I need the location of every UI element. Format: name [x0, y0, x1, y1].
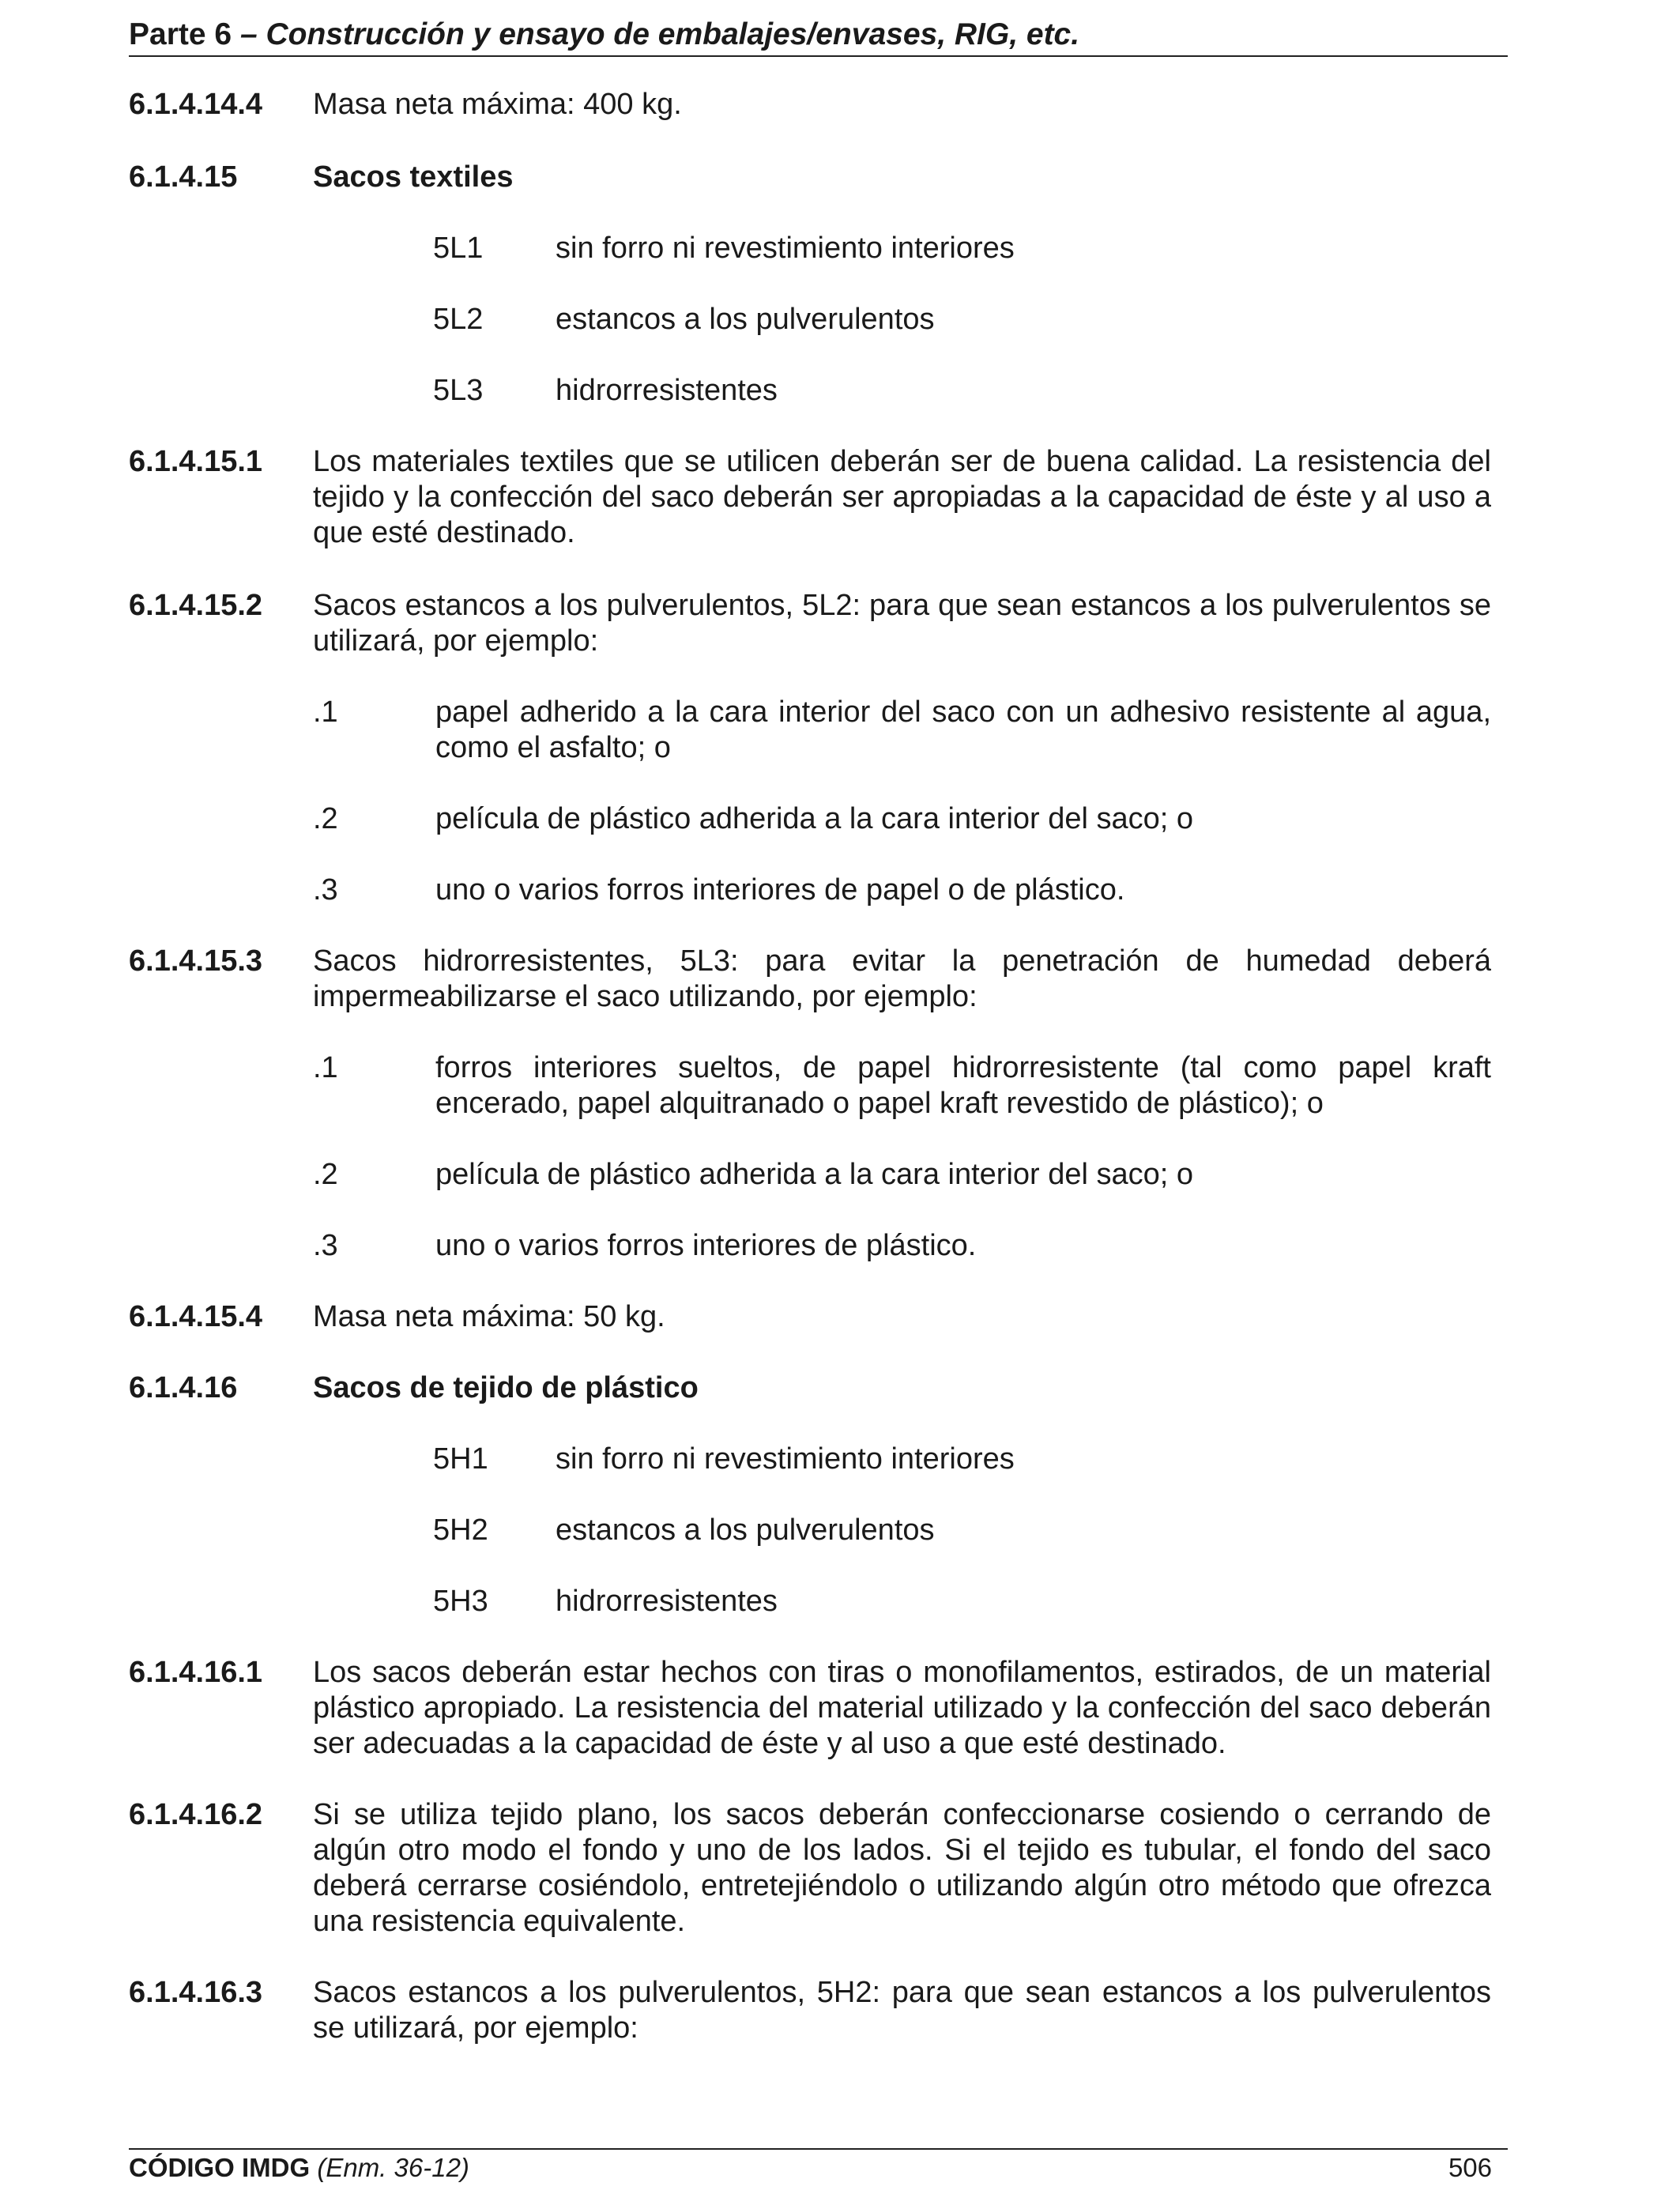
code-description: estancos a los pulverulentos: [556, 303, 935, 336]
list-item-number: .1: [313, 696, 338, 729]
list-item: [129, 1157, 1491, 1193]
list-item-text: uno o varios forros interiores de papel o de plástico.: [435, 873, 1125, 907]
list-item: [129, 801, 1491, 837]
section-title: Sacos de tejido de plástico: [313, 1371, 699, 1404]
section-title: Sacos textiles: [313, 160, 514, 194]
section-number: 6.1.4.15.2: [129, 589, 263, 622]
section-6-1-4-15-1: [129, 444, 1491, 551]
list-item-text: uno o varios forros interiores de plástico.: [435, 1229, 977, 1262]
section-6-1-4-15-2: [129, 588, 1491, 659]
list-item-text: película de plástico adherida a la cara interior del saco; o: [435, 802, 1194, 835]
code-item: [129, 1442, 1491, 1477]
section-text: Sacos hidrorresistentes, 5L3: para evitar la penetración de humedad deberá impermeabilizarse el saco utilizando, por ejemplo:: [313, 944, 1491, 1013]
code-label: 5H2: [433, 1514, 488, 1547]
section-text: Los materiales textiles que se utilicen deberán ser de buena calidad. La resistencia del tejido y la confección del saco deberán ser apropiadas a la capacidad de éste y al uso a que esté destinado.: [313, 445, 1491, 549]
section-6-1-4-15: [129, 160, 1491, 195]
code-item: [129, 1513, 1491, 1548]
code-description: estancos a los pulverulentos: [556, 1514, 935, 1547]
code-description: hidrorresistentes: [556, 374, 778, 407]
list-item: [129, 695, 1491, 766]
list-item: [129, 1050, 1491, 1122]
code-item: [129, 231, 1491, 266]
footer-amendment: (Enm. 36-12): [317, 2153, 469, 2182]
section-text: Masa neta máxima: 400 kg.: [313, 88, 682, 121]
list-item: [129, 873, 1491, 908]
code-description: sin forro ni revestimiento interiores: [556, 1442, 1015, 1476]
section-number: 6.1.4.16.1: [129, 1656, 263, 1689]
section-text: Los sacos deberán estar hechos con tiras o monofilamentos, estirados, de un material plástico apropiado. La resistencia del material utilizado y la confección del saco deberán ser adecuadas a la capacidad de éste y al uso a que esté destinado.: [313, 1656, 1491, 1760]
section-6-1-4-15-3: [129, 944, 1491, 1015]
section-text: Masa neta máxima: 50 kg.: [313, 1300, 665, 1333]
code-description: hidrorresistentes: [556, 1585, 778, 1618]
section-6-1-4-16-3: [129, 1975, 1491, 2046]
header-title: Construcción y ensayo de embalajes/envases, RIG, etc.: [266, 17, 1080, 51]
header-part: Parte 6: [129, 17, 232, 51]
section-number: 6.1.4.14.4: [129, 88, 263, 121]
list-item-number: .3: [313, 873, 338, 907]
section-text: Sacos estancos a los pulverulentos, 5H2: para que sean estancos a los pulverulentos se utilizará, por ejemplo:: [313, 1976, 1491, 2045]
page-number: 506: [1448, 2153, 1492, 2182]
list-item-text: forros interiores sueltos, de papel hidrorresistente (tal como papel kraft encerado, papel alquitranado o papel kraft revestido de plástico); o: [435, 1051, 1491, 1120]
section-number: 6.1.4.15.4: [129, 1300, 263, 1333]
section-6-1-4-15-4: [129, 1299, 1491, 1335]
code-item: [129, 1584, 1491, 1619]
code-description: sin forro ni revestimiento interiores: [556, 232, 1015, 265]
list-item-text: papel adherido a la cara interior del saco con un adhesivo resistente al agua, como el asfalto; o: [435, 696, 1491, 764]
section-number: 6.1.4.16.3: [129, 1976, 263, 2009]
document-body: [129, 87, 1491, 2046]
code-label: 5H1: [433, 1442, 488, 1476]
code-label: 5L3: [433, 374, 484, 407]
header-separator: –: [239, 17, 258, 51]
section-number: 6.1.4.16: [129, 1371, 238, 1404]
footer-code: CÓDIGO IMDG: [129, 2153, 311, 2182]
list-item-number: .2: [313, 802, 338, 835]
page-header: [129, 14, 1508, 57]
list-item-number: .3: [313, 1229, 338, 1262]
code-item: [129, 302, 1491, 337]
code-item: [129, 373, 1491, 409]
section-number: 6.1.4.15.3: [129, 944, 263, 978]
section-number: 6.1.4.16.2: [129, 1798, 263, 1831]
code-label: 5L2: [433, 303, 484, 336]
section-number: 6.1.4.15.1: [129, 445, 263, 478]
code-label: 5L1: [433, 232, 484, 265]
list-item-number: .2: [313, 1158, 338, 1191]
list-item-number: .1: [313, 1051, 338, 1084]
section-6-1-4-16-2: [129, 1797, 1491, 1940]
list-item-text: película de plástico adherida a la cara interior del saco; o: [435, 1158, 1194, 1191]
code-label: 5H3: [433, 1585, 488, 1618]
section-6-1-4-16-1: [129, 1655, 1491, 1762]
list-item: [129, 1228, 1491, 1264]
page-footer: [129, 2148, 1508, 2188]
section-number: 6.1.4.15: [129, 160, 238, 194]
section-6-1-4-16: [129, 1370, 1491, 1406]
section-6-1-4-14-4: [129, 87, 1491, 123]
section-text: Si se utiliza tejido plano, los sacos deberán confeccionarse cosiendo o cerrando de algún otro modo el fondo y uno de los lados. Si el tejido es tubular, el fondo del saco deberá cerrarse cosiéndolo, entretejiéndolo o utilizando algún otro método que ofrezca una resistencia equivalente.: [313, 1798, 1491, 1938]
section-text: Sacos estancos a los pulverulentos, 5L2: para que sean estancos a los pulverulentos se utilizará, por ejemplo:: [313, 589, 1491, 658]
